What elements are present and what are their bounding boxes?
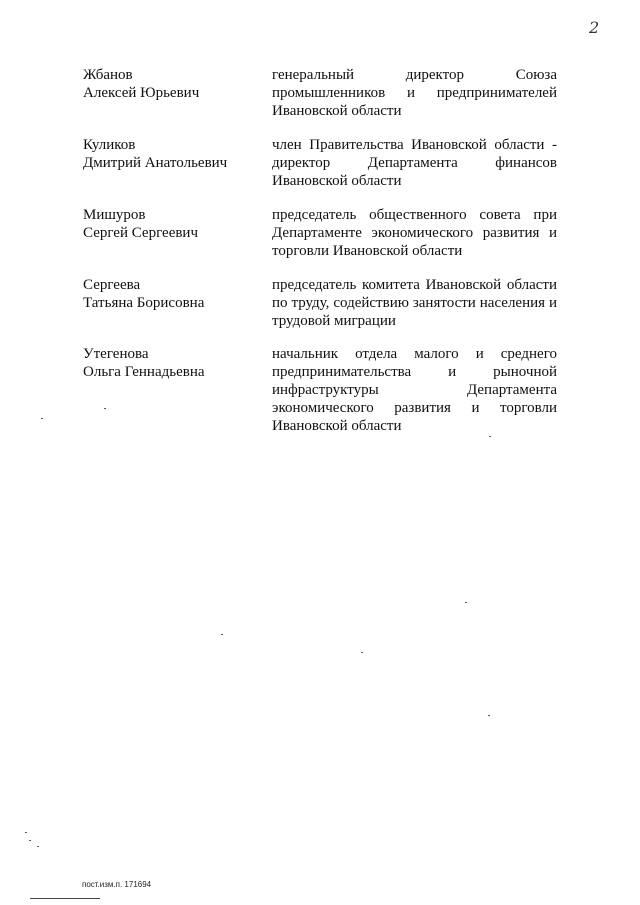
scan-speck (221, 634, 223, 635)
document-code: пост.изм.п. 171694 (82, 880, 152, 889)
scan-speck (25, 832, 27, 833)
scan-speck (104, 408, 106, 409)
member-name: Мишуров Сергей Сергеевич (83, 207, 199, 241)
scan-speck (489, 436, 491, 437)
member-name: Куликов Дмитрий Анатольевич (83, 137, 228, 171)
member-role: начальник отдела малого и среднего предпринимательства и рыночной инфраструктуры Департамента экономического развития и торговли Ивановской области (272, 346, 557, 434)
scan-speck (488, 715, 490, 716)
member-name: Жбанов Алексей Юрьевич (83, 67, 200, 101)
scan-speck (41, 418, 43, 419)
scan-speck (29, 840, 31, 841)
member-role: председатель общественного совета при Департаменте экономического развития и торговли Ивановской области (272, 207, 557, 259)
footer-divider (30, 898, 100, 899)
scan-speck (465, 602, 467, 603)
member-name: Утегенова Ольга Геннадьевна (83, 346, 205, 380)
member-role: член Правительства Ивановской области - директор Департамента финансов Ивановской области (272, 137, 557, 189)
page-number: 2 (589, 18, 600, 37)
member-name: Сергеева Татьяна Борисовна (83, 277, 205, 311)
scan-speck (361, 652, 363, 653)
member-role: генеральный директор Союза промышленников и предпринимателей Ивановской области (272, 67, 557, 119)
member-role: председатель комитета Ивановской области по труду, содействию занятости населения и трудовой миграции (272, 277, 557, 329)
scan-speck (37, 846, 39, 847)
